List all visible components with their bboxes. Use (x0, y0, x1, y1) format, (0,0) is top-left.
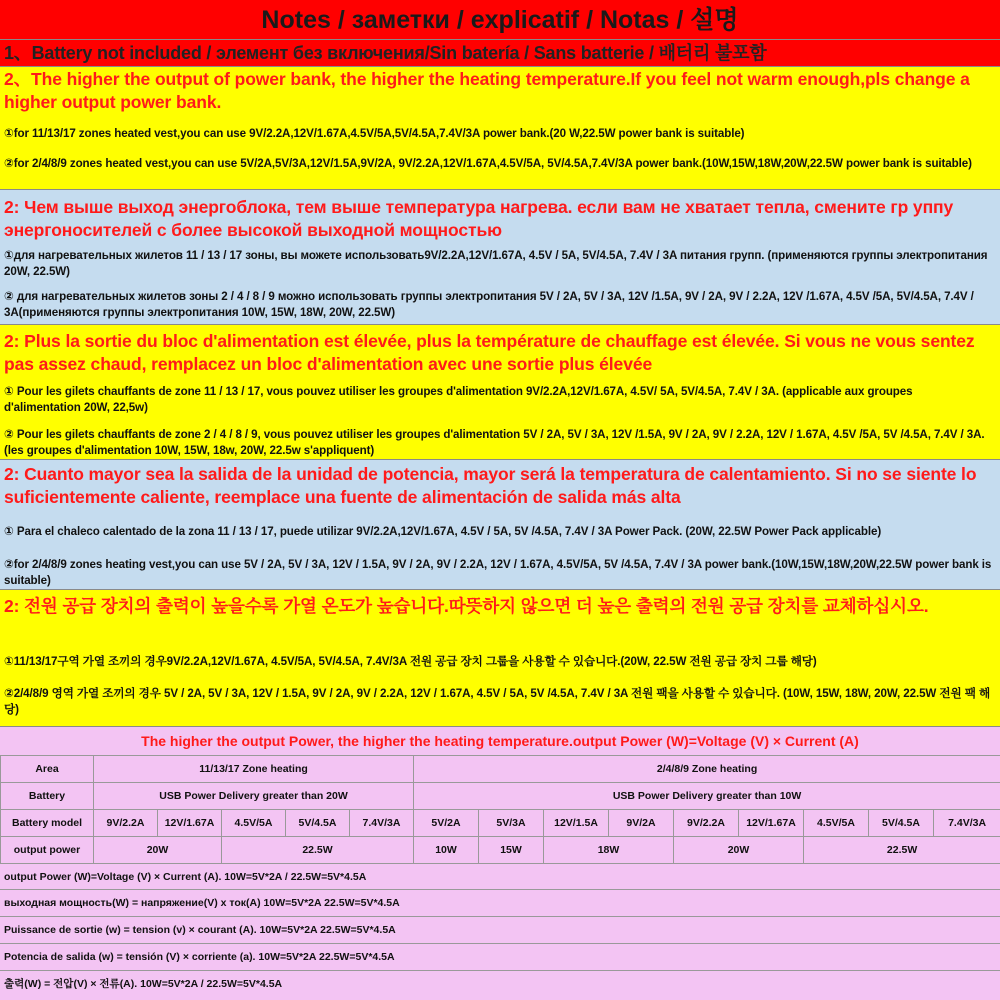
spanish-heading: 2: Cuanto mayor sea la salida de la unidad de potencia, mayor será la temperatura de calentamiento. Si no se siente lo suficientemente caliente, reemplace una fuente de alimentación de salida más alta (4, 464, 977, 507)
spanish-section (0, 460, 1000, 590)
french-section (0, 325, 1000, 460)
french-heading: 2: Plus la sortie du bloc d'alimentation est élevée, plus la température de chauffage est élevée. Si vous ne vous sentez pas assez chaud, remplacez un bloc d'alimentation avec une sortie plus élevée (4, 331, 975, 374)
battery-label: Battery (1, 783, 94, 810)
french-item-1: ① Pour les gilets chauffants de zone 11 / 13 / 17, vous pouvez utiliser les groupes d'alimentation 9V/2.2A,12V/1.67A, 4.5V/ 5A, 5V/4.5A, 7.4V / 3A. (applicable aux groupes d'alimentation 20W, 22,5w) (4, 385, 913, 414)
spanish-item-2: ②for 2/4/8/9 zones heating vest,you can use 5V / 2A, 5V / 3A, 12V / 1.5A, 9V / 2A, 9V / 2.2A, 12V / 1.67A, 4.5V/5A, 5V /4.5A, 7.4V / 3A power bank.(10W,15W,18W,20W,22.5W power bank is suitable) (4, 558, 992, 587)
english-section (0, 67, 1000, 190)
battery-note-band (0, 40, 1000, 67)
battery-row (1, 783, 1000, 810)
korean-item-1: ①11/13/17구역 가열 조끼의 경우9V/2.2A,12V/1.67A, 4.5V/5A, 5V/4.5A, 7.4V/3A 전원 공급 장치 그룹을 사용할 수 있습니다.(20W, 22.5W 전원 공급 장치 그룹 해당) (4, 655, 817, 668)
russian-item-1: ①для нагревательных жилетов 11 / 13 / 17 зоны, вы можете использовать9V/2.2A,12V/1.67A, 4.5V / 5A, 5V/4.5A, 7.4V / 3A питания групп. (применяются группы электропитания 20W, 22.5W) (4, 249, 988, 278)
output-20w: 20W (94, 837, 222, 864)
model-cell: 7.4V/3A (350, 810, 414, 837)
model-cell: 9V/2.2A (94, 810, 158, 837)
output-10w: 10W (414, 837, 479, 864)
model-cell: 5V/2A (414, 810, 479, 837)
formula-french: Puissance de sortie (w) = tension (v) × courant (A). 10W=5V*2A 22.5W=5V*4.5A (0, 917, 1000, 944)
battery-req-b: USB Power Delivery greater than 10W (414, 783, 1000, 810)
output-18w: 18W (544, 837, 674, 864)
model-cell: 12V/1.67A (158, 810, 222, 837)
model-cell: 4.5V/5A (804, 810, 869, 837)
output-20w-b: 20W (674, 837, 804, 864)
area-2-4-8-9: 2/4/8/9 Zone heating (414, 756, 1000, 783)
formula-english: output Power (W)=Voltage (V) × Current (A). 10W=5V*2A / 22.5W=5V*4.5A (0, 863, 1000, 890)
spec-heading: The higher the output Power, the higher the heating temperature.output Power (W)=Voltage (V) × Current (A) (141, 733, 859, 749)
french-item-2: ② Pour les gilets chauffants de zone 2 / 4 / 8 / 9, vous pouvez utiliser les groupes d'alimentation 5V / 2A, 5V / 3A, 12V /1.5A, 9V / 2A, 9V / 2.2A, 12V / 1.67A, 4.5V /5A, 5V /4.5A, 7.4V / 3A. (les groupes d'alimentation 10W, 15W, 18w, 20W, 22.5w s'appliquent) (4, 428, 985, 457)
russian-heading: 2: Чем выше выход энергоблока, тем выше температура нагрева. если вам не хватает тепла, смените гр уппу энергоносителей с более высокой выходной мощностью (4, 197, 954, 240)
spec-table (0, 755, 1000, 864)
model-cell: 9V/2A (609, 810, 674, 837)
korean-heading: 2: 전원 공급 장치의 출력이 높을수록 가열 온도가 높습니다.따뜻하지 않으면 더 높은 출력의 전원 공급 장치를 교체하십시오. (4, 596, 929, 616)
model-cell: 7.4V/3A (934, 810, 1000, 837)
output-22-5w-a: 22.5W (222, 837, 414, 864)
korean-section (0, 590, 1000, 727)
output-15w: 15W (479, 837, 544, 864)
output-power-row (1, 837, 1000, 864)
area-11-13-17: 11/13/17 Zone heating (94, 756, 414, 783)
russian-item-2: ② для нагревательных жилетов зоны 2 / 4 / 8 / 9 можно использовать группы электропитания 5V / 2A, 5V / 3A, 12V /1.5A, 9V / 2A, 9V / 2.2A, 12V /1.67A, 4.5V /5A, 5V/4.5A, 7.4V / 3A(применяются группы электропитания 10W, 15W, 18W, 20W, 22.5W) (4, 290, 974, 319)
spanish-item-1: ① Para el chaleco calentado de la zona 11 / 13 / 17, puede utilizar 9V/2.2A,12V/1.67A, 4.5V / 5A, 5V /4.5A, 7.4V / 3A Power Pack. (20W, 22.5W Power Pack applicable) (4, 525, 882, 538)
page-title: Notes / заметки / explicatif / Notas / 설명 (261, 6, 739, 34)
formula-spanish: Potencia de salida (w) = tensión (V) × corriente (a). 10W=5V*2A 22.5W=5V*4.5A (0, 944, 1000, 971)
area-label: Area (1, 756, 94, 783)
battery-model-label: Battery model (1, 810, 94, 837)
model-cell: 12V/1.5A (544, 810, 609, 837)
formula-korean: 출력(W) = 전압(V) × 전류(A). 10W=5V*2A / 22.5W=5V*4.5A (4, 978, 283, 990)
korean-item-2: ②2/4/8/9 영역 가열 조끼의 경우 5V / 2A, 5V / 3A, 12V / 1.5A, 9V / 2A, 9V / 2.2A, 12V / 1.67A, 4.5V / 5A, 5V /4.5A, 7.4V / 3A 전원 팩을 사용할 수 있습니다. (10W, 15W, 18W, 20W, 22.5W 전원 팩 해당) (4, 687, 991, 716)
model-cell: 12V/1.67A (739, 810, 804, 837)
model-cell: 5V/4.5A (286, 810, 350, 837)
english-heading: 2、The higher the output of power bank, the higher the heating temperature.If you feel not warm enough,pls change a higher output power bank. (4, 69, 970, 112)
russian-section (0, 190, 1000, 325)
area-row (1, 756, 1000, 783)
output-power-label: output power (1, 837, 94, 864)
battery-model-row (1, 810, 1000, 837)
model-cell: 5V/3A (479, 810, 544, 837)
model-cell: 5V/4.5A (869, 810, 934, 837)
model-cell: 4.5V/5A (222, 810, 286, 837)
model-cell: 9V/2.2A (674, 810, 739, 837)
title-band (0, 0, 1000, 40)
battery-req-a: USB Power Delivery greater than 20W (94, 783, 414, 810)
english-item-1: ①for 11/13/17 zones heated vest,you can use 9V/2.2A,12V/1.67A,4.5V/5A,5V/4.5A,7.4V/3A power bank.(20 W,22.5W power bank is suitable) (4, 127, 745, 140)
output-22-5w-b: 22.5W (804, 837, 1000, 864)
battery-note: 1、Battery not included / элемент без включения/Sin batería / Sans batterie / 배터리 불포함 (4, 43, 767, 63)
formula-russian: выходная мощность(W) = напряжение(V) x ток(A) 10W=5V*2A 22.5W=5V*4.5A (0, 890, 1000, 917)
english-item-2: ②for 2/4/8/9 zones heated vest,you can use 5V/2A,5V/3A,12V/1.5A,9V/2A, 9V/2.2A,12V/1.67A,4.5V/5A, 5V/4.5A,7.4V/3A power bank.(10W,15W,18W,20W,22.5W power bank is suitable) (4, 157, 972, 170)
